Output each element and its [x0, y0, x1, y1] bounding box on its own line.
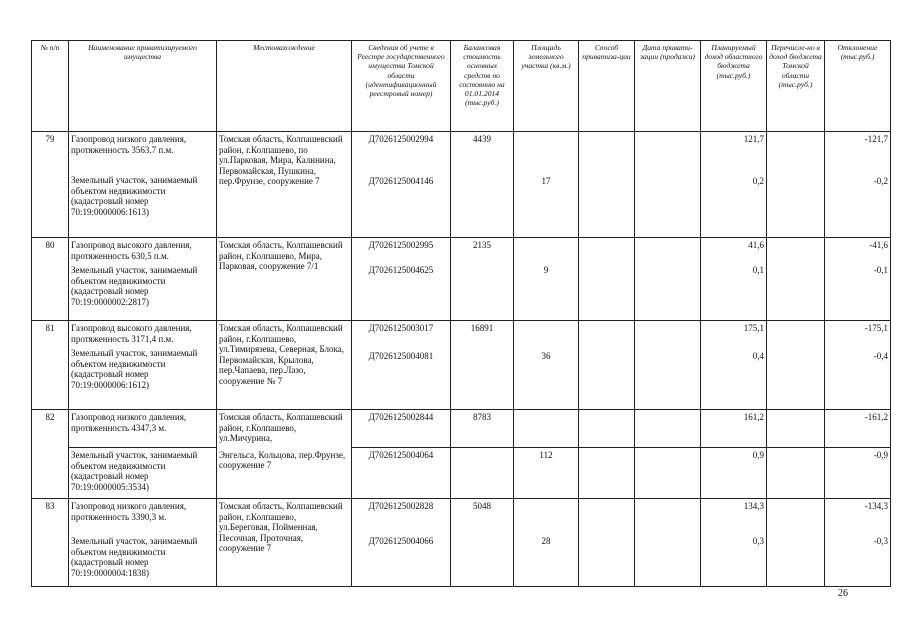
registry-number-1: Д7026125002994 — [368, 134, 434, 144]
row-location-part-2: Энгельса, Кольцова, пер.Фрунзе, сооружение 7 — [217, 448, 352, 499]
header-deviation: Отклонение (тыс.руб.) — [825, 41, 891, 132]
deviation-2: -0,9 — [825, 448, 891, 499]
row-method — [579, 321, 635, 410]
land-area: 28 — [541, 536, 551, 546]
registry-number-2: Д7026125004625 — [368, 264, 434, 275]
planned-income-1: 161,2 — [701, 410, 767, 448]
header-balance: Балансовая стоимость основных средств по состоянию на 01.01.2014 (тыс.руб.) — [451, 41, 514, 132]
land-plot-name: Земельный участок, занимаемый объектом недвижимости (кадастровый номер 70:19:0000005:3534) — [69, 448, 217, 499]
header-num: № п/п — [32, 41, 69, 132]
gas-pipeline-name: Газопровод низкого давления, протяженность 4347,3 м. — [69, 410, 217, 448]
row-name — [69, 132, 217, 238]
planned-income-2: 0,9 — [701, 448, 767, 499]
row-num: 81 — [32, 321, 69, 410]
row-num: 80 — [32, 238, 69, 321]
registry-number-2: Д7026125004064 — [352, 448, 451, 499]
row-transferred — [767, 448, 825, 499]
row-location: Томская область, Колпашевский район, г.Колпашево, Мира, Парковая, сооружение 7/1 — [217, 238, 352, 321]
row-deviation — [825, 499, 891, 587]
row-transferred — [767, 132, 825, 238]
table-row — [32, 321, 891, 410]
row-balance: 16891 — [451, 321, 514, 410]
gas-pipeline-name: Газопровод высокого давления, протяженность 630,5 п.м. — [71, 240, 192, 261]
row-deviation — [825, 321, 891, 410]
land-plot-name: Земельный участок, занимаемый объектом недвижимости (кадастровый номер 70:19:0000004:1838) — [71, 536, 198, 578]
row-location-part-1: Томская область, Колпашевский район, г.Колпашево, ул.Мичурина, — [217, 410, 352, 448]
deviation-2: -0,4 — [873, 350, 888, 361]
row-method — [579, 132, 635, 238]
row-name — [69, 499, 217, 587]
land-area: 36 — [541, 351, 551, 361]
planned-income-1: 41,6 — [748, 240, 764, 250]
row-area — [514, 238, 579, 321]
row-area — [514, 132, 579, 238]
row-method — [579, 410, 635, 448]
row-area — [514, 321, 579, 410]
deviation-1: -121,7 — [864, 134, 888, 144]
header-date: Дата привати-зации (продажи) — [635, 41, 701, 132]
row-num: 79 — [32, 132, 69, 238]
row-date — [635, 410, 701, 448]
registry-number-2: Д7026125004146 — [368, 175, 434, 186]
registry-number-1: Д7026125002844 — [352, 410, 451, 448]
row-name — [69, 238, 217, 321]
header-method: Способ приватиза-ции — [579, 41, 635, 132]
registry-number-1: Д7026125002995 — [368, 240, 434, 250]
header-planned-income: Планируемый доход областного бюджета (тыс.руб.) — [701, 41, 767, 132]
deviation-2: -0,3 — [873, 535, 888, 546]
row-balance-empty — [451, 448, 514, 499]
planned-income-1: 134,3 — [743, 501, 764, 511]
gas-pipeline-name: Газопровод низкого давления, протяженность 3563.7 п.м. — [71, 134, 187, 155]
row-balance: 5048 — [451, 499, 514, 587]
row-registry — [352, 499, 451, 587]
deviation-2: -0,2 — [873, 175, 888, 186]
planned-income-2: 0,2 — [752, 175, 764, 186]
header-registry: Сведения об учете в Реестре государственного имущества Томской области (идентификационный реестровый номер) — [352, 41, 451, 132]
row-transferred — [767, 499, 825, 587]
table-row — [32, 499, 891, 587]
row-planned-income — [701, 238, 767, 321]
header-row — [32, 41, 891, 132]
planned-income-1: 175,1 — [743, 323, 764, 333]
deviation-1: -175,1 — [864, 323, 888, 333]
table-row — [32, 132, 891, 238]
header-location: Местонахождение — [217, 41, 352, 132]
row-num: 82 — [32, 410, 69, 499]
row-date — [635, 132, 701, 238]
row-transferred — [767, 410, 825, 448]
deviation-1: -161,2 — [825, 410, 891, 448]
row-location: Томская область, Колпашевский район, г.Колпашево, ул.Тимирязева, Северная, Блока, Первомайская, Крылова, пер.Чапаева, пер.Лазо, сооружение № 7 — [217, 321, 352, 410]
page-number: 26 — [838, 588, 848, 599]
row-planned-income — [701, 132, 767, 238]
planned-income-2: 0,1 — [752, 264, 764, 275]
row-method — [579, 499, 635, 587]
row-method — [579, 448, 635, 499]
row-location: Томская область, Колпашевский район, г.Колпашево, ул.Береговая, Пойменная, Песочная, Проточная, сооружение 7 — [217, 499, 352, 587]
header-transferred: Перечисле-но в доход бюджета Томской области (тыс.руб.) — [767, 41, 825, 132]
row-name — [69, 321, 217, 410]
deviation-2: -0,1 — [873, 264, 888, 275]
registry-number-2: Д7026125004066 — [368, 535, 434, 546]
row-registry — [352, 238, 451, 321]
row-planned-income — [701, 321, 767, 410]
land-plot-name: Земельный участок, занимаемый объектом недвижимости (кадастровый номер 70:19:0000006:1612) — [71, 348, 198, 390]
registry-number-1: Д7026125002828 — [368, 501, 434, 511]
row-balance: 2135 — [451, 238, 514, 321]
row-deviation — [825, 132, 891, 238]
row-deviation — [825, 238, 891, 321]
row-transferred — [767, 321, 825, 410]
row-area-empty — [514, 410, 579, 448]
row-location: Томская область, Колпашевский район, г.Колпашево, по ул.Парковая, Мира, Калинина, Первомайская, Пушкина, пер.Фрунзе, сооружение 7 — [217, 132, 352, 238]
privatization-table — [31, 40, 891, 587]
table-row — [32, 448, 891, 499]
row-balance: 8783 — [451, 410, 514, 448]
row-date — [635, 238, 701, 321]
registry-number-1: Д7026125003017 — [368, 323, 434, 333]
table-row — [32, 238, 891, 321]
row-date — [635, 321, 701, 410]
planned-income-2: 0,3 — [752, 535, 764, 546]
land-area: 17 — [541, 176, 551, 186]
land-plot-name: Земельный участок, занимаемый объектом недвижимости (кадастровый номер 70:19:0000002:2817) — [71, 265, 198, 307]
row-area — [514, 499, 579, 587]
land-plot-name: Земельный участок, занимаемый объектом недвижимости (кадастровый номер 70:19:0000006:1613) — [71, 175, 198, 217]
table-row — [32, 410, 891, 448]
deviation-1: -41,6 — [869, 240, 888, 250]
row-registry — [352, 132, 451, 238]
row-num: 83 — [32, 499, 69, 587]
deviation-1: -134,3 — [864, 501, 888, 511]
row-date — [635, 448, 701, 499]
row-transferred — [767, 238, 825, 321]
planned-income-1: 121,7 — [743, 134, 764, 144]
header-name: Наименование приватизируемого имущества — [69, 41, 217, 132]
header-area: Площадь земельного участка (кв.м.) — [514, 41, 579, 132]
row-planned-income — [701, 499, 767, 587]
land-area: 9 — [543, 265, 549, 275]
gas-pipeline-name: Газопровод низкого давления, протяженность 3390,3 м. — [71, 501, 187, 522]
row-registry — [352, 321, 451, 410]
planned-income-2: 0,4 — [752, 350, 764, 361]
row-balance: 4439 — [451, 132, 514, 238]
row-date — [635, 499, 701, 587]
registry-number-2: Д7026125004081 — [368, 350, 434, 361]
land-area: 112 — [514, 448, 579, 499]
gas-pipeline-name: Газопровод высокого давления, протяженность 3171,4 п.м. — [71, 323, 192, 344]
row-method — [579, 238, 635, 321]
